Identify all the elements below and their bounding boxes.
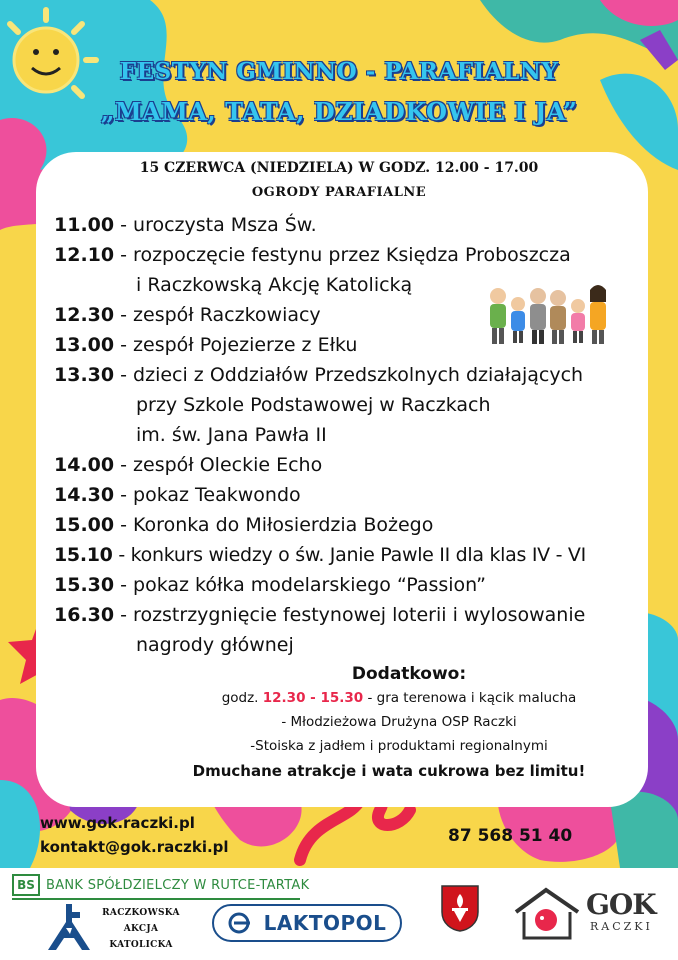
- schedule-text: - pokaz kółka modelarskiego “Passion”: [114, 574, 487, 596]
- schedule-text: - zespół Raczkowiacy: [114, 304, 321, 326]
- rak-line-1: RACZKOWSKA: [102, 908, 180, 918]
- schedule-item: [54, 510, 674, 540]
- schedule-time: 14.00: [54, 454, 115, 476]
- rak-line-3: KATOLICKA: [109, 940, 173, 950]
- bank-sponsor: [12, 874, 309, 896]
- laktopol-name: LAKTOPOL: [263, 911, 387, 935]
- laktopol-mark-icon: [228, 912, 256, 934]
- event-title: FESTYN GMINNO - PARAFIALNY: [119, 58, 559, 85]
- rak-line-2: AKCJA: [123, 924, 159, 934]
- gok-logo-sub: RACZKI: [590, 920, 653, 933]
- bank-logo-icon: BS: [12, 874, 40, 896]
- extra-heading: Dodatkowo:: [351, 664, 467, 684]
- schedule-text: - rozstrzygnięcie festynowej loterii i wylosowanie: [114, 604, 586, 626]
- laktopol-logo: [212, 904, 402, 942]
- schedule-time: 11.00: [54, 214, 115, 236]
- schedule-item: [54, 210, 674, 240]
- schedule-text: - konkurs wiedzy o św. Janie Pawle II dla klas IV - VI: [112, 544, 586, 566]
- schedule-time: 15.10: [54, 544, 113, 566]
- bank-underline: [12, 898, 300, 900]
- event-place: OGRODY PARAFIALNE: [251, 185, 427, 200]
- schedule-time: 15.00: [54, 514, 115, 536]
- schedule-item: [54, 360, 674, 450]
- schedule-item: [54, 600, 674, 660]
- extra-line-2: - Młodzieżowa Drużyna OSP Raczki: [281, 714, 517, 730]
- bank-name: BANK SPÓŁDZIELCZY W RUTCE-TARTAK: [46, 877, 310, 893]
- schedule-text-cont: przy Szkole Podstawowej w Raczkach: [136, 394, 491, 416]
- schedule-time: 13.30: [54, 364, 115, 386]
- schedule-time: 16.30: [54, 604, 115, 626]
- schedule-text: - pokaz Teakwondo: [114, 484, 301, 506]
- schedule-text: - uroczysta Msza Św.: [114, 214, 317, 236]
- schedule-item: [54, 330, 674, 360]
- gok-house-icon: [512, 886, 582, 942]
- extra-line-1-time: 12.30 - 15.30: [262, 690, 364, 706]
- schedule-item: [54, 240, 674, 300]
- phone-number: 87 568 51 40: [448, 826, 573, 846]
- schedule-time: 12.30: [54, 304, 115, 326]
- extra-line-1-suffix: - gra terenowa i kącik malucha: [363, 690, 577, 706]
- schedule-item: [54, 540, 674, 570]
- website-link[interactable]: www.gok.raczki.pl: [40, 814, 195, 832]
- schedule-text: - dzieci z Oddziałów Przedszkolnych działających: [114, 364, 584, 386]
- extra-line-3: -Stoiska z jadłem i produktami regionalnymi: [250, 738, 548, 754]
- schedule-item: [54, 300, 674, 330]
- event-date: 15 CZERWCA (NIEDZIELA) W GODZ. 12.00 - 17.00: [139, 160, 539, 176]
- extra-line-1-prefix: godz.: [221, 690, 263, 706]
- schedule-item: [54, 450, 674, 480]
- schedule-list: [54, 210, 674, 660]
- schedule-text: - rozpoczęcie festynu przez Księdza Proboszcza: [114, 244, 571, 266]
- schedule-item: [54, 570, 674, 600]
- schedule-time: 14.30: [54, 484, 115, 506]
- schedule-text: - zespół Oleckie Echo: [114, 454, 323, 476]
- schedule-time: 13.00: [54, 334, 115, 356]
- schedule-text: - Koronka do Miłosierdzia Bożego: [114, 514, 434, 536]
- schedule-text-cont: i Raczkowską Akcję Katolicką: [136, 274, 413, 296]
- schedule-item: [54, 480, 674, 510]
- email-link[interactable]: kontakt@gok.raczki.pl: [40, 838, 229, 856]
- rak-logo-icon: [46, 902, 92, 952]
- schedule-time: 12.10: [54, 244, 115, 266]
- schedule-text-cont: nagrody głównej: [136, 634, 294, 656]
- schedule-text: - zespół Pojezierze z Ełku: [114, 334, 358, 356]
- gok-logo-text: GOK: [586, 888, 656, 921]
- schedule-time: 15.30: [54, 574, 115, 596]
- extra-line-4: Dmuchane atrakcje i wata cukrowa bez limitu!: [192, 762, 586, 780]
- schedule-text-cont: im. św. Jana Pawła II: [136, 424, 327, 446]
- event-subtitle: „MAMA, TATA, DZIADKOWIE I JA”: [100, 97, 578, 126]
- extra-line-1: [0, 690, 678, 706]
- coat-of-arms-icon: [440, 884, 480, 932]
